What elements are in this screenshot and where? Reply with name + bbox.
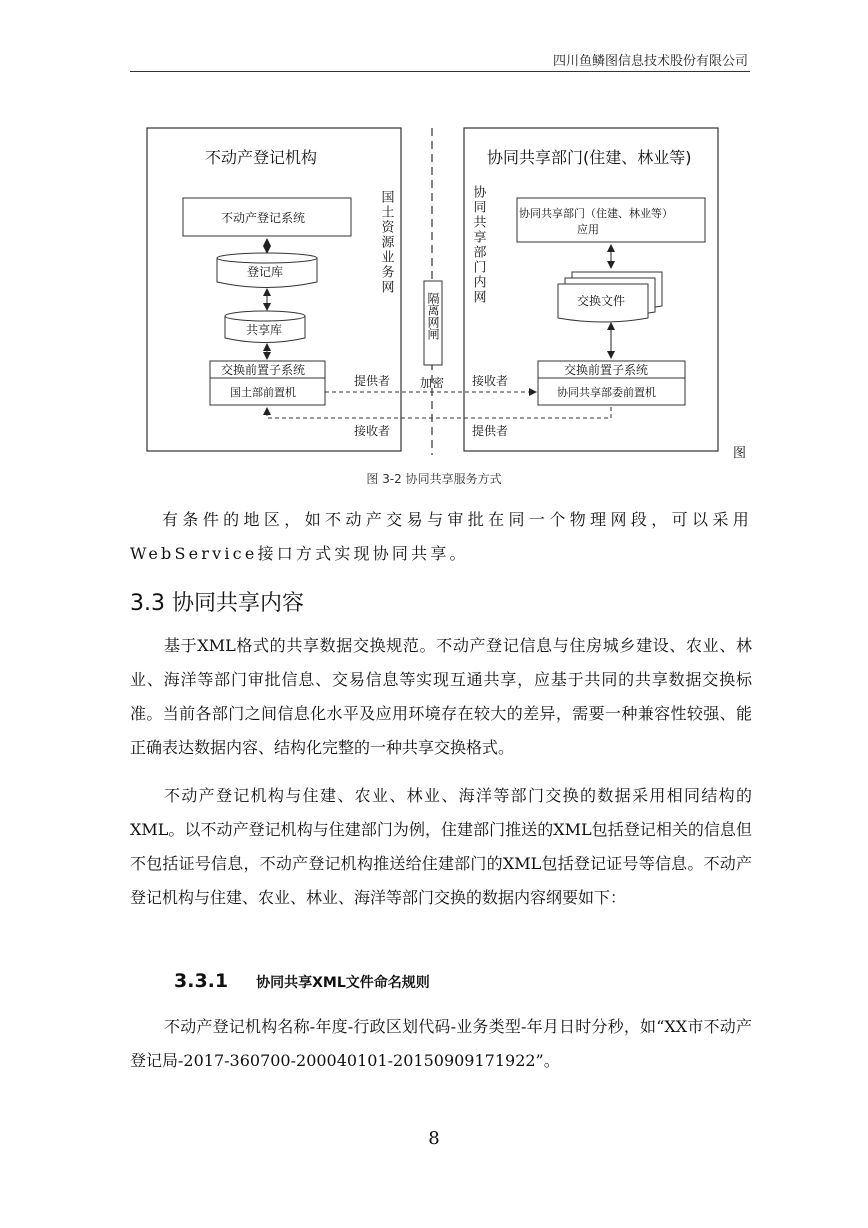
paragraph-xml-structure: 不动产登记机构与住建、农业、林业、海洋等部门交换的数据采用相同结构的XML。以不动产登记机构与住建部门为例，住建部门推送的XML包括登记相关的信息但不包括证号信息，不动产登记机构推送给住建部门的XML包括登记证号等信息。不动产登记机构与住建、农业、林业、海洋等部门交换的数据内容纲要如下： [130,786,752,907]
flow-right-to-left [267,407,611,418]
shared-db-label: 共享库 [246,323,283,337]
section-heading-3-3: 3.3 协同共享内容 [130,591,304,616]
paragraph-xml-standard: 基于XML格式的共享数据交换规范。不动产登记信息与住房城乡建设、农业、林业、海洋等部门审批信息、交易信息等实现互通共享，应基于共同的共享数据交换标准。当前各部门之间信息化水平及应用环境存在较大的差异，需要一种兼容性较强、能正确表达数据内容、结构化完整的一种共享交换格式。 [130,636,752,757]
left-front-system-label: 交换前置子系统 [221,363,306,377]
subsection-title: 协同共享XML文件命名规则 [256,975,430,991]
left-system-label: 不动产登记系统 [221,211,306,225]
right-app-box [517,198,705,242]
receiver-left-label: 接收者 [354,424,391,438]
paragraph-webservice: 有条件的地区，如不动产交易与审批在同一个物理网段，可以采用WebService接口方式实现协同共享。 [130,510,752,563]
paragraph-naming-rule: 不动产登记机构名称-年度-行政区划代码-业务类型-年月日时分秒，如“XX市不动产登记局-2017-360700-200040101-20150909171922”。 [130,1017,752,1070]
receiver-right-label: 接收者 [472,374,509,388]
left-panel-title: 不动产登记机构 [205,148,318,167]
encrypt-label: 加密 [420,376,445,390]
page-number: 8 [428,1128,440,1149]
right-app-label-line2: 应用 [577,223,599,236]
exchange-files-label: 交换文件 [577,294,626,308]
registry-db-label: 登记库 [247,265,284,279]
right-front-system-label: 交换前置子系统 [564,363,649,377]
collaboration-diagram [0,0,868,470]
left-network-label: 国土资源业务网 [378,190,394,295]
isolation-gateway-label: 隔离网闸 [426,292,440,340]
right-app-label-line1: 协同共享部门（住建、林业等） [519,207,673,220]
subsection-heading-3-3-1 [174,970,430,992]
provider-right-label: 提供者 [472,424,509,438]
figure-caption: 图 3-2 协同共享服务方式 [366,472,502,486]
right-panel-title: 协同共享部门(住建、林业等) [487,148,692,167]
subsection-number: 3.3.1 [174,970,229,992]
provider-left-label: 提供者 [354,374,391,388]
right-front-machine-label: 协同共享部委前置机 [557,386,656,399]
left-front-machine-label: 国土部前置机 [230,386,296,399]
right-network-label: 协同共享部门内网 [470,185,486,305]
header-company-name: 四川鱼鳞图信息技术股份有限公司 [552,54,748,69]
figure-side-char: 图 [733,446,747,461]
